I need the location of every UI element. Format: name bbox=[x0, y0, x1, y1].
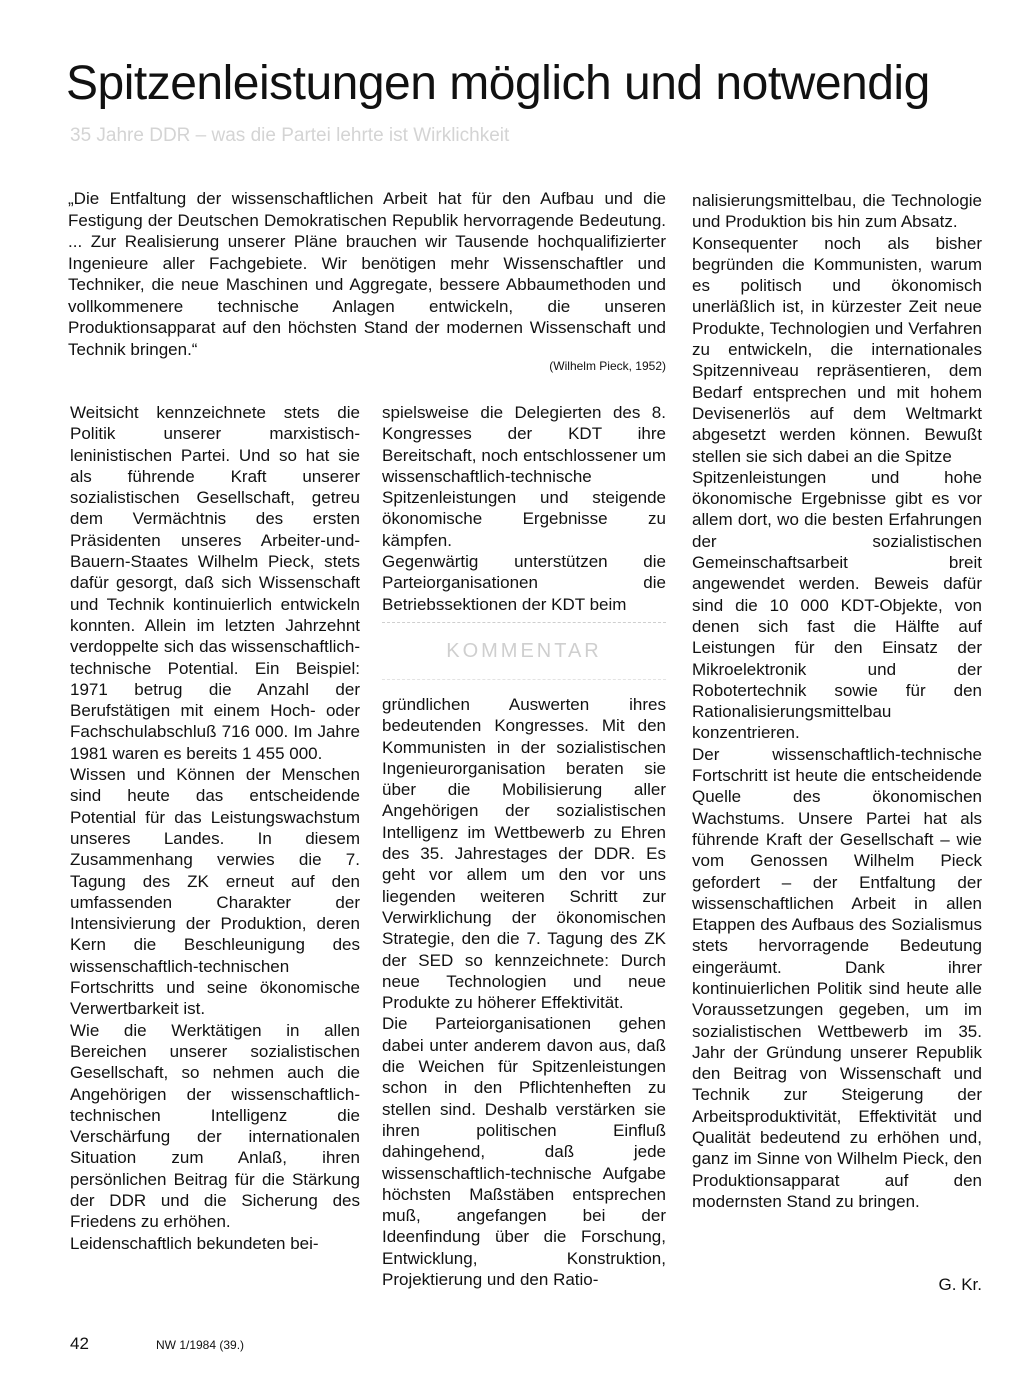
intro-quote bbox=[68, 188, 666, 374]
kommentar-box bbox=[382, 622, 666, 680]
paragraph: spielsweise die Delegierten des 8. Kongresses der KDT ihre Bereitschaft, noch entschlossener um wissenschaftlich-technische Spitzenleistungen und steigende ökonomische Ergebnisse zu kämpfen. bbox=[382, 403, 666, 550]
kommentar-label: KOMMENTAR bbox=[446, 639, 602, 662]
quote-author: (Wilhelm Pieck, 1952) bbox=[549, 359, 666, 373]
paragraph: gründlichen Auswerten ihres bedeutenden Kongresses. Mit den Kommunisten in der sozialistischen Ingenieurorganisation beraten sie über die Mobilisierung aller Angehörigen der sozialistischen Intelligenz im Wettbewerb zu Ehren des 35. Jahrestages der DDR. Es geht vor allem um den vor uns liegenden weiteren Schritt zur Verwirklichung der ökonomischen Strategie, den die 7. Tagung des ZK der SED so kennzeichnete: Durch neue Technologien und neue Produkte zu höherer Effektivität. bbox=[382, 695, 666, 1013]
article-title: Spitzenleistungen möglich und notwendig bbox=[66, 57, 930, 110]
column-left bbox=[70, 402, 360, 1254]
page-number: 42 bbox=[70, 1334, 89, 1353]
column-middle-top bbox=[382, 402, 666, 615]
paragraph: Spitzenleistungen und hohe ökonomische Ergebnisse gibt es vor allem dort, wo die besten Erfahrungen der sozialistischen Gemeinschaftsarbeit breit angewendet werden. Beweis dafür sind die 10 000 KDT-Objekte, von denen sich fast die Hälfte auf Leistungen für den Einsatz der Mikroelektronik und der Robotertechnik sowie für den Rationalisierungsmittelbau konzentrieren. bbox=[692, 467, 982, 743]
paragraph: Konsequenter noch als bisher begründen die Kommunisten, warum es politisch und ökonomisch unerläßlich ist, in kürzester Zeit neue Produkte, Technologien und Verfahren zu entwickeln, die internationales Spitzenniveau repräsentieren, dem Bedarf entsprechen und mit hohem Devisenerlös auf dem Weltmarkt abgesetzt werden können. Bewußt stellen sie sich dabei an die Spitze bbox=[692, 233, 982, 466]
paragraph: Wissen und Können der Menschen sind heute das entscheidende Potential für das Leistungswachstum unseres Landes. In diesem Zusammenhang verwies die 7. Tagung des ZK erneut auf den umfassenden Charakter der Intensivierung der Produktion, deren Kern die Beschleunigung des wissenschaftlich-technischen Fortschritts und seine ökonomische Verwertbarkeit ist. bbox=[70, 765, 360, 1019]
paragraph: Weitsicht kennzeichnete stets die Politik unserer marxistisch-leninistischen Partei. Und so hat sie als führende Kraft unserer sozialistischen Gesellschaft, getreu dem Vermächtnis des ersten Präsidenten unseres Arbeiter-und-Bauern-Staates Wilhelm Pieck, stets dafür gesorgt, daß sich Wissenschaft und Technik kontinuierlich entwickeln konnten. Allein im letzten Jahrzehnt verdoppelte sich das wissenschaftlich-technische Potential. Ein Beispiel: 1971 betrug die Anzahl der Berufstätigen mit einem Hoch- oder Fachschulabschluß 716 000. Im Jahre 1981 waren es bereits 1 455 000. bbox=[70, 403, 360, 763]
paragraph: nalisierungsmittelbau, die Technologie und Produktion bis hin zum Absatz. bbox=[692, 191, 982, 232]
paragraph: Wie die Werktätigen in allen Bereichen unserer sozialistischen Gesellschaft, so nehmen auch die Angehörigen der wissenschaftlich-technischen Intelligenz die Verschärfung der internationalen Situation zum Anlaß, ihren persönlichen Beitrag für die Stärkung der DDR und die Sicherung des Friedens zu erhöhen. bbox=[70, 1020, 360, 1232]
column-middle-bottom bbox=[382, 694, 666, 1290]
article-subtitle: 35 Jahre DDR – was die Partei lehrte ist Wirklichkeit bbox=[70, 125, 510, 146]
paragraph: Leidenschaftlich bekundeten bei- bbox=[70, 1233, 319, 1253]
quote-text: „Die Entfaltung der wissenschaftlichen Arbeit hat für den Aufbau und die Festigung der Deutschen Demokratischen Republik hervorragende Bedeutung. ... Zur Realisierung unserer Pläne brauchen wir Tausende hochqualifizierter Ingenieure aller Fachgebiete. Wir benötigen mehr Wissenschaftler und Techniker, die neue Maschinen und Aggregate, bessere Abbaumethoden und vollkommenere technische Anlagen entwickeln, die unseren Produktionsapparat auf den höchsten Stand der modernen Wissenschaft und Technik bringen.“ bbox=[68, 189, 666, 359]
column-right bbox=[692, 190, 982, 1212]
paragraph: Die Parteiorganisationen gehen dabei unter anderem davon aus, daß die Weichen für Spitzenleistungen schon in den Pflichtenheften zu stellen sind. Deshalb verstärken sie ihren politischen Einfluß dahingehend, daß jede wissenschaftlich-technische Aufgabe höchsten Maßstäben entsprechen muß, angefangen bei der Ideenfindung über die Forschung, Entwicklung, Konstruktion, Projektierung und den Ratio- bbox=[382, 1014, 666, 1290]
paragraph: Gegenwärtig unterstützen die Parteiorganisationen die Betriebssektionen der KDT beim bbox=[382, 552, 666, 614]
paragraph: Der wissenschaftlich-technische Fortschritt ist heute die entscheidende Quelle des ökonomischen Wachstums. Unsere Partei hat als führende Kraft der Gesellschaft – wie vom Genossen Wilhelm Pieck gefordert – der Entfaltung der wissenschaftlichen Arbeit in allen Etappen des Aufbaus des Sozialismus stets hervorragende Bedeutung eingeräumt. Dank ihrer kontinuierlichen Politik sind heute alle Voraussetzungen gegeben, um im sozialistischen Wettbewerb im 35. Jahr der Gründung unserer Republik den Beitrag von Wissenschaft und Technik zur Steigerung der Arbeitsproduktivität, Effektivität und Qualität bedeutend zu erhöhen und, ganz im Sinne von Wilhelm Pieck, den Produktionsapparat auf den modernsten Stand zu bringen. bbox=[692, 744, 982, 1211]
issue-reference: NW 1/1984 (39.) bbox=[156, 1338, 245, 1352]
author-signature: G. Kr. bbox=[938, 1275, 982, 1294]
